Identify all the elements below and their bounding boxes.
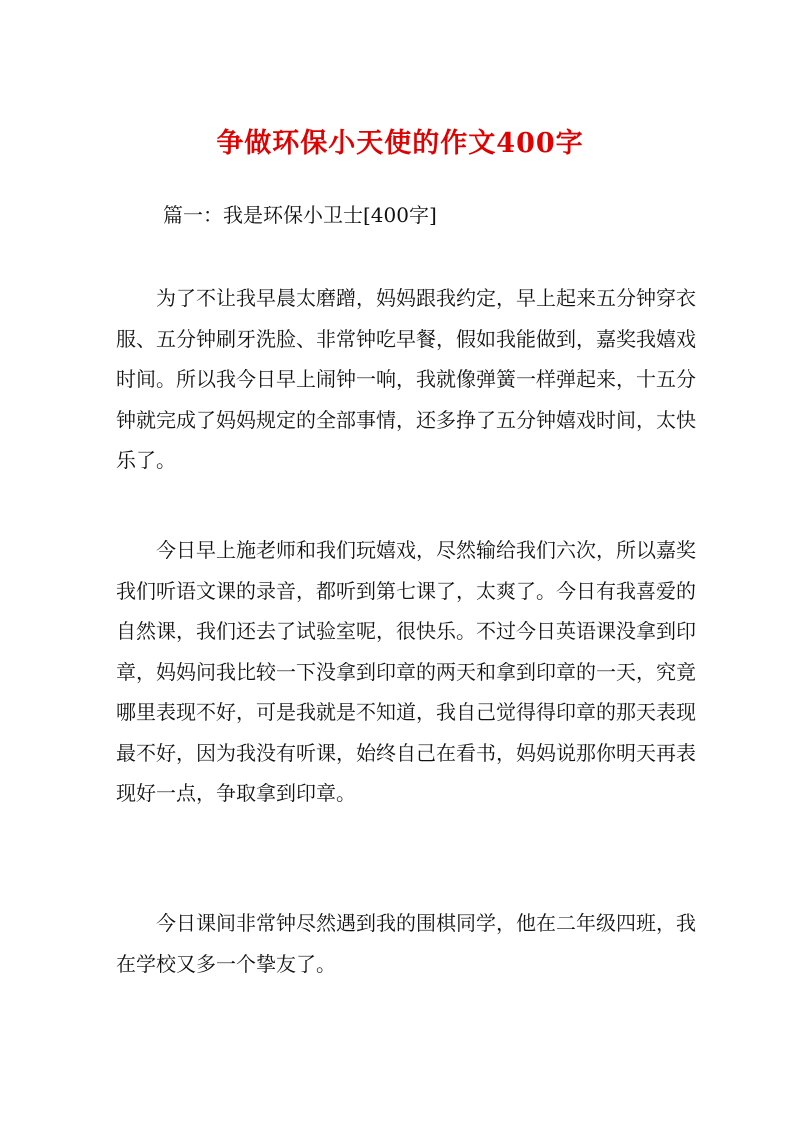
- paragraph-1: 为了不让我早晨太磨蹭，妈妈跟我约定，早上起来五分钟穿衣服、五分钟刷牙洗脸、非常钟吃早餐，假如我能做到，嘉奖我嬉戏时间。所以我今日早上闹钟一响，我就像弹簧一样弹起来，十五分钟就完成了妈妈规定的全部事情，还多挣了五分钟嬉戏时间，太快乐了。: [116, 286, 696, 472]
- document-title: 争做环保小天使的作文400字: [216, 128, 584, 159]
- paragraph-2: 今日早上施老师和我们玩嬉戏，尽然输给我们六次，所以嘉奖我们听语文课的录音，都听到第七课了，太爽了。今日有我喜爱的自然课，我们还去了试验室呢，很快乐。不过今日英语课没拿到印章，妈妈问我比较一下没拿到印章的两天和拿到印章的一天，究竟哪里表现不好，可是我就是不知道，我自己觉得得印章的那天表现最不好，因为我没有听课，始终自己在看书，妈妈说那你明天再表现好一点，争取拿到印章。: [116, 538, 696, 805]
- paragraph-3: 今日课间非常钟尽然遇到我的围棋同学，他在二年级四班，我在学校又多一个挚友了。: [116, 911, 696, 976]
- section-heading: 篇一：我是环保小卫士[400字]: [163, 203, 437, 227]
